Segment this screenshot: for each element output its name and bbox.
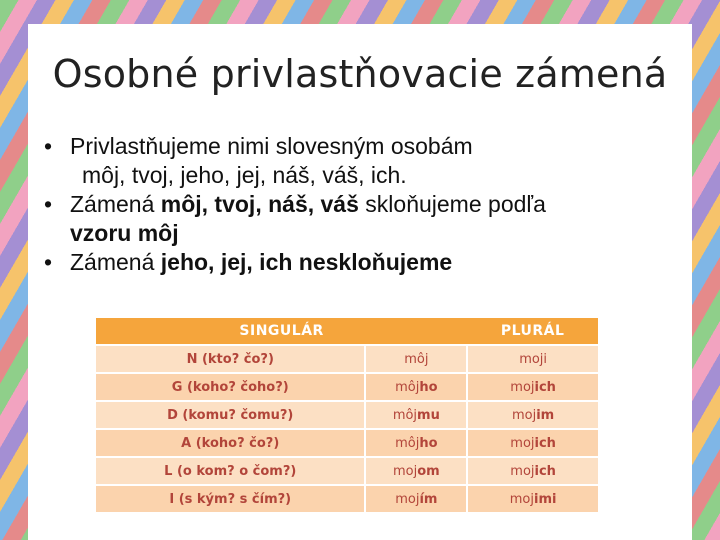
table-row bbox=[96, 345, 598, 373]
declension-table bbox=[96, 318, 598, 512]
singular-stem: moj bbox=[392, 463, 418, 479]
bullet-2-post: skloňujeme podľa bbox=[358, 191, 546, 217]
case-cell: L (o kom? o čom?) bbox=[96, 457, 365, 485]
bullet-3 bbox=[44, 248, 684, 277]
plural-stem: moj bbox=[510, 379, 535, 395]
table-row bbox=[96, 485, 598, 512]
plural-cell bbox=[467, 485, 598, 512]
plural-stem: moj bbox=[510, 463, 535, 479]
plural-stem: moj bbox=[511, 407, 537, 423]
bullet-list bbox=[44, 132, 684, 277]
table-row bbox=[96, 457, 598, 485]
header-plural: PLURÁL bbox=[467, 318, 598, 345]
plural-stem: moji bbox=[519, 351, 548, 367]
singular-cell bbox=[365, 457, 467, 485]
bullet-1-line2: môj, tvoj, jeho, jej, náš, váš, ich. bbox=[82, 162, 407, 188]
bullet-2-pronouns: môj, tvoj, náš, váš bbox=[160, 191, 359, 217]
plural-ending: imi bbox=[533, 491, 557, 507]
bullet-marker: • bbox=[44, 249, 53, 275]
table-row bbox=[96, 401, 598, 429]
plural-cell bbox=[467, 345, 598, 373]
plural-ending: ich bbox=[534, 379, 556, 395]
plural-cell bbox=[467, 373, 598, 401]
bullet-1-line1: Privlastňujeme nimi slovesným osobám bbox=[70, 133, 473, 159]
bullet-marker: • bbox=[44, 133, 53, 159]
singular-stem: môj bbox=[395, 379, 420, 395]
plural-cell bbox=[467, 401, 598, 429]
singular-cell bbox=[365, 345, 467, 373]
bullet-marker: • bbox=[44, 191, 53, 217]
header-singular: SINGULÁR bbox=[96, 318, 467, 345]
singular-cell bbox=[365, 373, 467, 401]
case-cell: I (s kým? s čím?) bbox=[96, 485, 365, 512]
table-row bbox=[96, 429, 598, 457]
bullet-1 bbox=[44, 132, 684, 190]
bullet-2-pre: Zámená bbox=[70, 191, 161, 217]
singular-cell bbox=[365, 485, 467, 512]
slide-title: Osobné privlastňovacie zámená bbox=[52, 52, 668, 96]
singular-ending: ho bbox=[419, 379, 438, 395]
plural-stem: moj bbox=[509, 491, 534, 507]
singular-cell bbox=[365, 401, 467, 429]
plural-cell bbox=[467, 429, 598, 457]
singular-ending: mu bbox=[417, 407, 440, 423]
singular-ending: ím bbox=[419, 491, 438, 507]
bullet-2-pattern: vzoru môj bbox=[70, 220, 179, 246]
plural-ending: ich bbox=[534, 435, 556, 451]
case-cell: A (koho? čo?) bbox=[96, 429, 365, 457]
plural-ending: ich bbox=[534, 463, 556, 479]
table-row bbox=[96, 373, 598, 401]
singular-stem: moj bbox=[395, 491, 420, 507]
singular-ending: om bbox=[417, 463, 440, 479]
case-cell: N (kto? čo?) bbox=[96, 345, 365, 373]
plural-stem: moj bbox=[510, 435, 535, 451]
singular-cell bbox=[365, 429, 467, 457]
bullet-3-text: jeho, jej, ich neskloňujeme bbox=[160, 249, 453, 275]
plural-ending: im bbox=[536, 407, 555, 423]
bullet-3-pre: Zámená bbox=[70, 249, 161, 275]
bullet-2 bbox=[44, 190, 684, 248]
singular-stem: môj bbox=[392, 407, 418, 423]
case-cell: D (komu? čomu?) bbox=[96, 401, 365, 429]
singular-ending: ho bbox=[419, 435, 438, 451]
singular-stem: môj bbox=[395, 435, 420, 451]
singular-stem: môj bbox=[404, 351, 429, 367]
case-cell: G (koho? čoho?) bbox=[96, 373, 365, 401]
plural-cell bbox=[467, 457, 598, 485]
